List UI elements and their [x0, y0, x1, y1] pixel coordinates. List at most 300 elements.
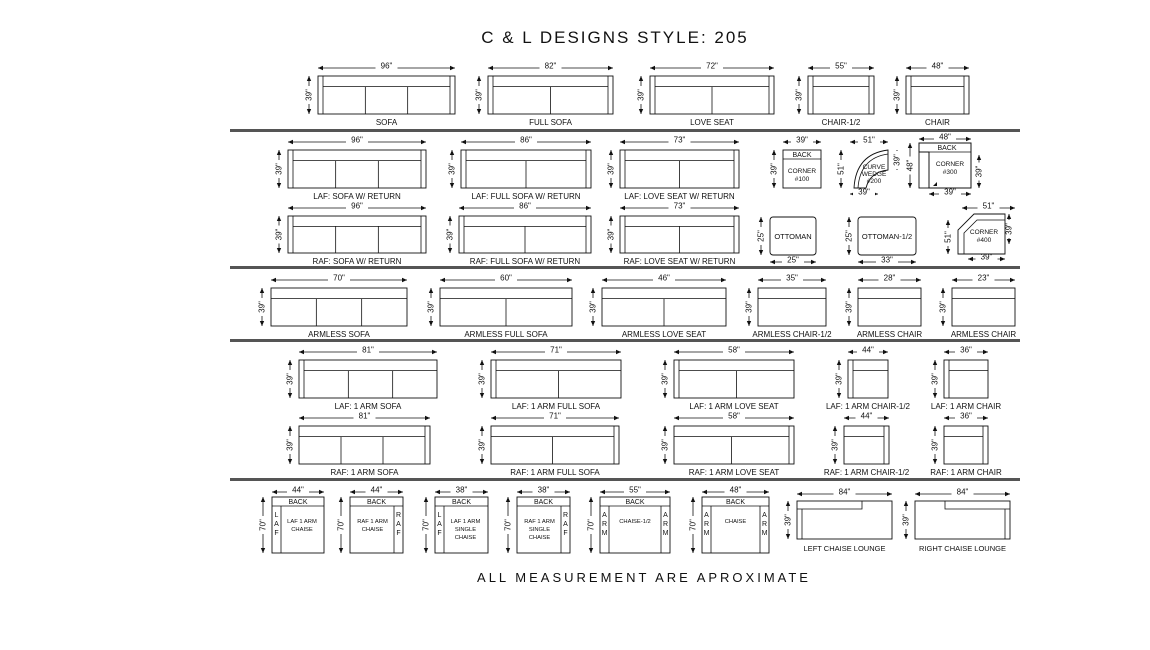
height-label: 39" — [892, 89, 902, 101]
width-dimension — [674, 346, 794, 357]
height-dimension — [844, 288, 854, 326]
arrow-head — [833, 426, 837, 431]
height-label: 39" — [901, 514, 911, 526]
width-dimension — [272, 486, 324, 497]
height-label: 39" — [636, 89, 646, 101]
outline — [915, 501, 1010, 539]
width-dimension — [844, 412, 889, 423]
width-dimension — [808, 62, 874, 73]
arrow-head — [908, 183, 912, 188]
height-label: 39" — [274, 228, 284, 241]
width-label: 84" — [838, 487, 851, 497]
ottoman-shape — [770, 217, 816, 255]
width-label: 86" — [519, 201, 531, 211]
piece-name: ARMLESS CHAIR — [856, 330, 923, 339]
arrow-head — [261, 497, 265, 502]
piece-name: ARMLESS CHAIR — [950, 330, 1017, 339]
width-dimension — [906, 62, 969, 73]
chaise-label: CHAISE — [724, 519, 747, 525]
arrow-head — [402, 278, 407, 282]
width-dimension — [517, 486, 570, 497]
arrow-head — [759, 217, 763, 222]
sofa-shape — [602, 288, 726, 326]
width-dimension — [271, 274, 407, 285]
ottoman-half-label: OTTOMAN-1/2 — [861, 232, 913, 241]
width-dimension — [620, 202, 739, 213]
height-dimension — [258, 497, 268, 553]
arrow-head — [811, 260, 816, 264]
arrow-head — [964, 66, 969, 70]
chaise-label: RAF 1 ARM — [524, 519, 555, 525]
chaise-shape — [435, 497, 488, 553]
height-dimension — [744, 288, 754, 326]
height-dimension — [336, 497, 346, 553]
arrow-head — [425, 416, 430, 420]
width-dimension — [620, 136, 739, 147]
width-dimension — [350, 486, 403, 497]
width-label: 55" — [835, 61, 847, 71]
outline — [858, 288, 921, 326]
arrow-head — [941, 321, 945, 326]
width-dimension — [850, 188, 878, 199]
arrow-head — [933, 426, 937, 431]
height-label: 25" — [844, 230, 854, 242]
arrow-head — [589, 497, 593, 502]
height-label: 70" — [688, 519, 698, 531]
piece-name: ARMLESS CHAIR-1/2 — [752, 330, 832, 339]
arrow-head — [883, 140, 888, 144]
height-label: 39" — [445, 228, 455, 241]
arrow-head — [288, 206, 293, 210]
arrow-head — [483, 490, 488, 494]
arrow-head — [663, 360, 667, 365]
arrow-head — [929, 192, 934, 196]
arrow-head — [721, 278, 726, 282]
arrow-head — [491, 350, 496, 354]
arrow-head — [299, 416, 304, 420]
back-label: BACK — [451, 499, 472, 506]
outline — [944, 426, 988, 464]
height-dimension — [606, 216, 616, 253]
height-label: 39" — [794, 89, 804, 101]
width-label: 48" — [939, 132, 951, 142]
arrow-head — [844, 416, 849, 420]
height-label: 39" — [1004, 223, 1014, 235]
piece-name: LAF: 1 ARM CHAIR-1/2 — [825, 402, 911, 411]
height-dimension — [905, 143, 915, 188]
height-label: 39" — [285, 439, 295, 451]
outline — [906, 76, 969, 114]
height-label: 39" — [477, 373, 487, 385]
arrow-head — [977, 183, 981, 188]
arrow-head — [614, 416, 619, 420]
section-divider — [230, 339, 1020, 342]
height-dimension — [930, 426, 940, 464]
arrow-head — [847, 250, 851, 255]
arrow-head — [608, 66, 613, 70]
width-label: 82" — [544, 61, 557, 71]
side-letter: M — [662, 530, 669, 537]
side-letter: F — [274, 530, 279, 537]
arrow-head — [429, 288, 433, 293]
arrow-head — [602, 278, 607, 282]
arrow-head — [837, 393, 841, 398]
side-letter: F — [396, 530, 401, 537]
outline — [271, 288, 407, 326]
sofa-shape — [858, 288, 921, 326]
outline — [288, 150, 426, 188]
piece-name: RAF: 1 ARM FULL SOFA — [510, 468, 600, 477]
corner-number: #100 — [794, 176, 810, 183]
arrow-head — [837, 360, 841, 365]
height-dimension — [636, 76, 646, 114]
sofa-shape — [271, 288, 407, 326]
piece-name: LAF: 1 ARM LOVE SEAT — [689, 402, 779, 411]
width-dimension — [929, 188, 971, 199]
arrow-head — [769, 66, 774, 70]
arrow-head — [506, 548, 510, 553]
width-dimension — [299, 346, 437, 357]
height-label: 39" — [930, 439, 940, 451]
side-letter: R — [562, 512, 569, 519]
piece-name: RAF: LOVE SEAT W/ RETURN — [623, 257, 736, 266]
back-line — [797, 501, 862, 509]
outline — [797, 501, 892, 539]
width-label: 70" — [333, 273, 345, 283]
height-label: 39" — [938, 301, 948, 313]
arrow-head — [620, 140, 625, 144]
arrow-head — [702, 490, 707, 494]
sofa-shape — [488, 76, 613, 114]
sofa-shape — [848, 360, 888, 398]
height-dimension — [447, 150, 457, 188]
chaise-label: LAF 1 ARM — [287, 519, 317, 525]
height-label: 39" — [285, 373, 295, 385]
arrow-head — [589, 548, 593, 553]
piece-name: RAF: 1 ARM CHAIR — [930, 468, 1002, 477]
arrow-head — [277, 248, 281, 253]
outline — [299, 360, 437, 398]
piece-name: LAF: SOFA W/ RETURN — [313, 192, 401, 201]
height-dimension — [588, 288, 598, 326]
arrow-head — [977, 155, 981, 160]
height-dimension — [836, 150, 846, 188]
arrow-head — [887, 492, 892, 496]
height-label: 39" — [834, 373, 844, 385]
width-label: 73" — [673, 135, 686, 145]
width-label: 36" — [960, 345, 972, 355]
height-dimension — [606, 150, 616, 188]
chaise-shape — [702, 497, 769, 553]
arrow-head — [797, 492, 802, 496]
width-label: 96" — [351, 135, 363, 145]
arrow-head — [650, 66, 655, 70]
arrow-head — [821, 278, 826, 282]
arrow-head — [674, 416, 679, 420]
arrow-head — [734, 140, 739, 144]
width-label: 36" — [960, 411, 972, 421]
width-label: 39" — [796, 135, 808, 145]
arrow-head — [895, 109, 899, 114]
side-letter: M — [703, 530, 710, 537]
sofa-shape — [674, 360, 794, 398]
arrow-head — [586, 140, 591, 144]
piece-name: CHAIR-1/2 — [821, 118, 861, 127]
piece-name: RAF: 1 ARM CHAIR-1/2 — [823, 468, 910, 477]
arrow-head — [665, 490, 670, 494]
height-dimension — [892, 76, 902, 114]
arrow-head — [691, 548, 695, 553]
arrow-head — [450, 150, 454, 155]
width-label: 96" — [351, 201, 363, 211]
sofa-shape — [491, 360, 621, 398]
height-label: 39" — [892, 154, 902, 166]
outline — [844, 426, 889, 464]
height-label: 51" — [943, 231, 953, 243]
height-dimension — [274, 216, 284, 253]
arrow-head — [288, 393, 292, 398]
width-dimension — [459, 202, 591, 213]
chaise-label: RAF 1 ARM — [357, 519, 388, 525]
arrow-head — [591, 288, 595, 293]
arrow-head — [847, 288, 851, 293]
arrow-head — [339, 497, 343, 502]
side-letter: F — [563, 530, 568, 537]
arrow-head — [261, 548, 265, 553]
width-dimension — [944, 346, 988, 357]
width-label: 60" — [500, 273, 512, 283]
arrow-head — [429, 321, 433, 326]
height-dimension — [901, 501, 911, 539]
arrow-head — [567, 278, 572, 282]
arrow-head — [616, 350, 621, 354]
height-label: 39" — [744, 301, 754, 313]
back-label: BACK — [725, 499, 746, 506]
width-label: 48" — [931, 61, 944, 71]
chaise-label: CHAISE — [454, 535, 477, 541]
width-dimension — [488, 62, 613, 73]
width-label: 33" — [881, 255, 893, 265]
width-dimension — [602, 274, 726, 285]
sofa-shape — [620, 150, 739, 188]
side-letter: M — [761, 530, 768, 537]
width-label: 81" — [362, 345, 374, 355]
sofa-shape — [459, 216, 591, 253]
height-dimension — [756, 217, 766, 255]
width-label: 58" — [728, 345, 740, 355]
arrow-head — [488, 66, 493, 70]
arrow-head — [663, 426, 667, 431]
sofa-shape — [620, 216, 739, 253]
width-dimension — [650, 62, 774, 73]
height-label: 70" — [586, 519, 596, 531]
height-dimension — [930, 360, 940, 398]
height-label: 70" — [421, 519, 431, 531]
height-label: 39" — [660, 439, 670, 451]
width-dimension — [797, 488, 892, 499]
arrow-head — [398, 490, 403, 494]
arrow-head — [459, 206, 464, 210]
arrow-head — [591, 321, 595, 326]
corner-label: CORNER — [969, 229, 999, 236]
arrow-head — [944, 350, 949, 354]
height-dimension — [769, 150, 779, 188]
width-label: 81" — [358, 411, 371, 421]
width-label: 46" — [658, 273, 670, 283]
curve-wedge-shape — [854, 150, 888, 188]
arrow-head — [858, 278, 863, 282]
arrow-head — [797, 109, 801, 114]
height-dimension — [943, 220, 953, 254]
width-label: 72" — [706, 61, 718, 71]
curve-number: #200 — [866, 178, 882, 185]
width-dimension — [783, 136, 821, 147]
width-label: 44" — [862, 345, 874, 355]
width-dimension — [491, 412, 619, 423]
side-letter: A — [437, 521, 442, 528]
sofa-shape — [844, 426, 889, 464]
height-dimension — [477, 360, 487, 398]
arrow-head — [271, 278, 276, 282]
width-label: 39" — [980, 252, 993, 262]
arrow-head — [808, 66, 813, 70]
arrow-head — [609, 216, 613, 221]
arrow-head — [288, 459, 292, 464]
page-title: C & L DESIGNS STYLE: 205 — [481, 28, 749, 47]
sofa-shape — [944, 360, 988, 398]
arrow-head — [339, 548, 343, 553]
mark — [933, 182, 937, 186]
arrow-head — [915, 492, 920, 496]
arrow-head — [480, 360, 484, 365]
width-label: 51" — [982, 201, 995, 211]
side-letter: M — [601, 530, 608, 537]
height-label: 39" — [783, 514, 793, 526]
arrow-head — [424, 497, 428, 502]
sofa-shape — [461, 150, 591, 188]
width-dimension — [491, 346, 621, 357]
arrow-head — [424, 548, 428, 553]
arrow-head — [440, 278, 445, 282]
arrow-head — [477, 109, 481, 114]
sofa-shape — [944, 426, 988, 464]
arrow-head — [288, 426, 292, 431]
piece-name: RAF: 1 ARM LOVE SEAT — [688, 468, 780, 477]
arrow-head — [816, 140, 821, 144]
width-label: 73" — [673, 201, 686, 211]
corner-100-shape — [783, 150, 821, 188]
side-letter: A — [274, 521, 279, 528]
height-label: 39" — [844, 301, 854, 313]
lounge-name: RIGHT CHAISE LOUNGE — [919, 544, 1006, 553]
piece-name: LAF: 1 ARM FULL SOFA — [511, 402, 601, 411]
side-letter: A — [563, 521, 568, 528]
chaise-label: CHAISE — [361, 527, 384, 533]
height-label: 39" — [588, 301, 598, 313]
back-label: BACK — [937, 145, 957, 152]
height-dimension — [474, 76, 484, 114]
arrow-head — [983, 416, 988, 420]
piece-name: ARMLESS SOFA — [308, 330, 370, 339]
outline — [808, 76, 874, 114]
arrow-head — [450, 183, 454, 188]
height-label: 51" — [836, 163, 846, 175]
arrow-head — [847, 217, 851, 222]
piece-name: LAF: 1 ARM SOFA — [334, 402, 402, 411]
chaise-lounge-shape — [915, 501, 1010, 539]
width-label: 23" — [977, 273, 990, 283]
height-label: 39" — [477, 439, 487, 451]
arrow-head — [1005, 492, 1010, 496]
width-dimension — [299, 412, 430, 423]
width-label: 25" — [787, 255, 799, 265]
arrow-head — [663, 393, 667, 398]
back-label: BACK — [288, 499, 308, 506]
arrow-head — [450, 66, 455, 70]
sofa-shape — [906, 76, 969, 114]
arrow-head — [983, 350, 988, 354]
height-dimension — [844, 217, 854, 255]
height-label: 39" — [660, 373, 670, 385]
arrow-head — [277, 216, 281, 221]
outline — [674, 426, 794, 464]
arrow-head — [1007, 214, 1011, 219]
width-dimension — [435, 486, 488, 497]
outline — [299, 426, 430, 464]
height-dimension — [421, 497, 431, 553]
height-dimension — [257, 288, 267, 326]
height-dimension — [445, 216, 455, 253]
chaise-label: CHAISE — [528, 535, 551, 541]
outline — [674, 360, 794, 398]
sofa-shape — [299, 426, 430, 464]
corner-300-shape — [919, 143, 971, 188]
piece-name: CHAIR — [925, 118, 950, 127]
back-line — [945, 501, 1010, 509]
side-letter: L — [274, 512, 279, 519]
chaise-shape — [350, 497, 403, 553]
section-divider — [230, 266, 1020, 269]
arrow-head — [895, 76, 899, 81]
arrow-head — [941, 288, 945, 293]
height-label: 39" — [257, 301, 267, 313]
width-label: 71" — [549, 411, 561, 421]
width-label: 39" — [944, 187, 956, 197]
sofa-shape — [952, 288, 1015, 326]
width-label: 96" — [380, 61, 393, 71]
side-letter: F — [437, 530, 442, 537]
height-dimension — [304, 76, 314, 114]
arrow-head — [609, 183, 613, 188]
arrow-head — [421, 140, 426, 144]
height-label: 39" — [447, 163, 457, 175]
height-dimension — [586, 497, 596, 553]
height-label: 70" — [336, 519, 346, 531]
chaise-label: SINGLE — [454, 527, 477, 533]
arrow-head — [789, 416, 794, 420]
height-label: 39" — [769, 163, 779, 175]
sofa-shape — [758, 288, 826, 326]
width-dimension — [919, 133, 971, 144]
arrow-head — [770, 260, 775, 264]
height-dimension — [477, 426, 487, 464]
arrow-head — [491, 416, 496, 420]
width-dimension — [288, 202, 426, 213]
side-letter: A — [602, 512, 607, 519]
width-dimension — [288, 136, 426, 147]
section-divider — [230, 129, 1020, 132]
arrow-head — [663, 459, 667, 464]
